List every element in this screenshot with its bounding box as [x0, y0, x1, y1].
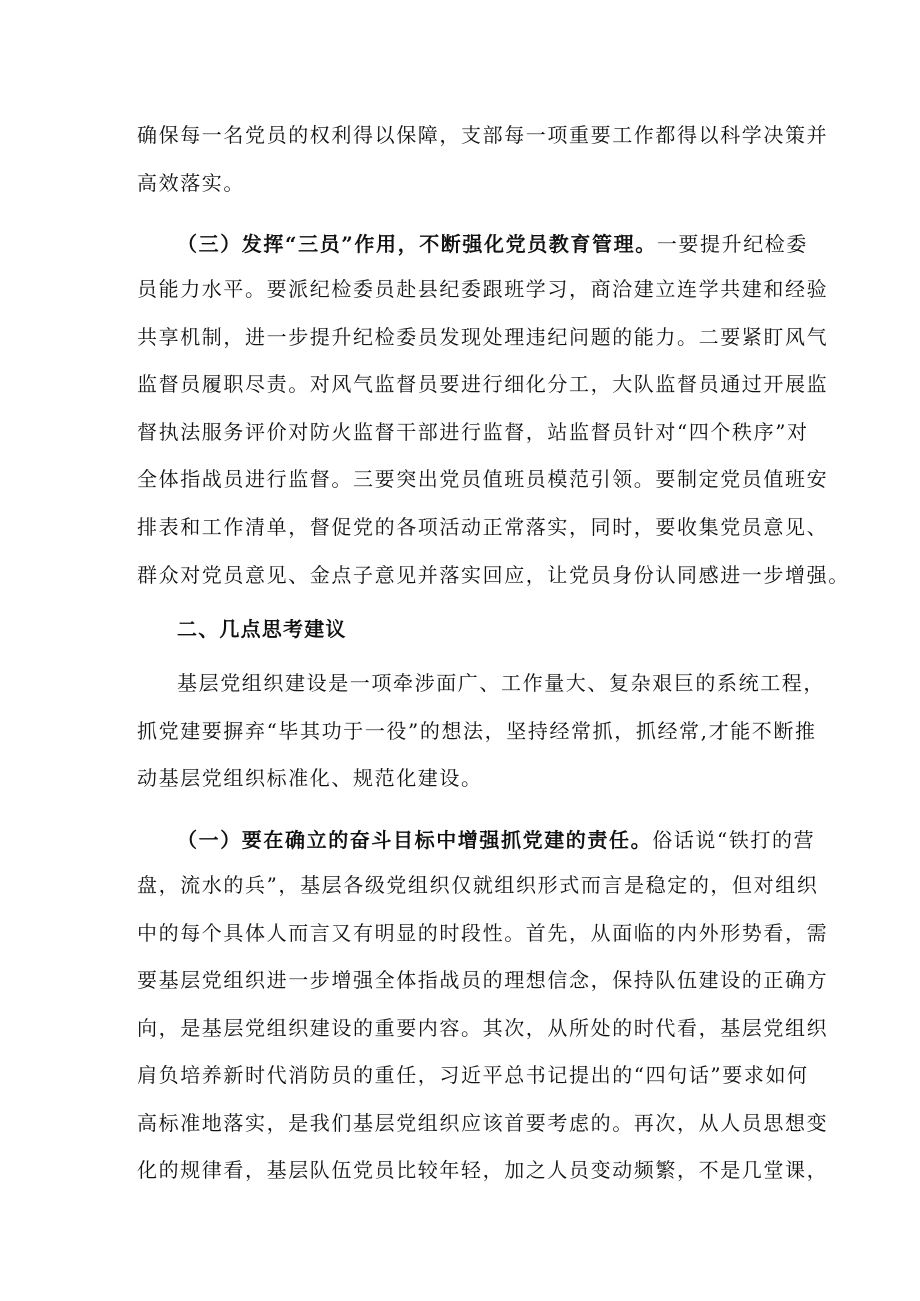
section-one-first-line-rest: 俗话说“铁打的营	[652, 828, 816, 852]
section-three-heading: （三）发挥“三员”作用，不断强化党员教育管理。	[177, 232, 657, 256]
paragraph-line: 动基层党组织标准化、规范化建设。	[137, 766, 483, 790]
paragraph-line: 排表和工作清单，督促党的各项活动正常落实，同时，要收集党员意见、	[137, 515, 829, 539]
paragraph-line: 要基层党组织进一步增强全体指战员的理想信念，保持队伍建设的正确方	[137, 968, 829, 992]
paragraph-line: 盘，流水的兵”，基层各级党组织仅就组织形式而言是稳定的，但对组织	[137, 873, 819, 897]
paragraph-line: 向，是基层党组织建设的重要内容。其次，从所处的时代看，基层党组织	[137, 1016, 829, 1040]
paragraph-line: 员能力水平。要派纪检委员赴县纪委跟班学习，商洽建立连学共建和经验	[137, 277, 829, 301]
paragraph-line: 群众对党员意见、金点子意见并落实回应，让党员身份认同感进一步增强。	[137, 563, 850, 587]
paragraph-line: 基层党组织建设是一项牵涉面广、工作量大、复杂艰巨的系统工程，	[177, 671, 825, 695]
section-two-heading: 二、几点思考建议	[177, 617, 347, 641]
paragraph-line: 共享机制，进一步提升纪检委员发现处理违纪问题的能力。二要紧盯风气	[137, 325, 829, 349]
paragraph-line: 全体指战员进行监督。三要突出党员值班员模范引领。要制定党员值班安	[137, 467, 829, 491]
section-three-first-line-rest: 一要提升纪检委	[656, 232, 809, 256]
paragraph-line: 监督员履职尽责。对风气监督员要进行细化分工，大队监督员通过开展监	[137, 372, 829, 396]
paragraph-line: 确保每一名党员的权利得以保障，支部每一项重要工作都得以科学决策并	[137, 123, 829, 147]
paragraph-line: 高标准地落实，是我们基层党组织应该首要考虑的。再次，从人员思想变	[137, 1111, 829, 1135]
paragraph-line: 中的每个具体人而言又有明显的时段性。首先，从面临的内外形势看，需	[137, 921, 829, 945]
paragraph-line: 肩负培养新时代消防员的重任，习近平总书记提出的“四句话”要求如何	[137, 1063, 809, 1087]
paragraph-line: 抓党建要摒弃“毕其功于一役”的想法，坚持经常抓，抓经常,才能不断推	[137, 719, 817, 743]
section-three-first-line	[177, 230, 808, 258]
section-one-first-line	[177, 826, 815, 854]
paragraph-line: 督执法服务评价对防火监督干部进行监督，站监督员针对“四个秩序”对	[137, 420, 809, 444]
paragraph-line: 高效落实。	[137, 171, 245, 195]
section-one-heading: （一）要在确立的奋斗目标中增强抓党建的责任。	[177, 828, 653, 852]
paragraph-line: 化的规律看，基层队伍党员比较年轻，加之人员变动频繁，不是几堂课，	[137, 1158, 829, 1182]
